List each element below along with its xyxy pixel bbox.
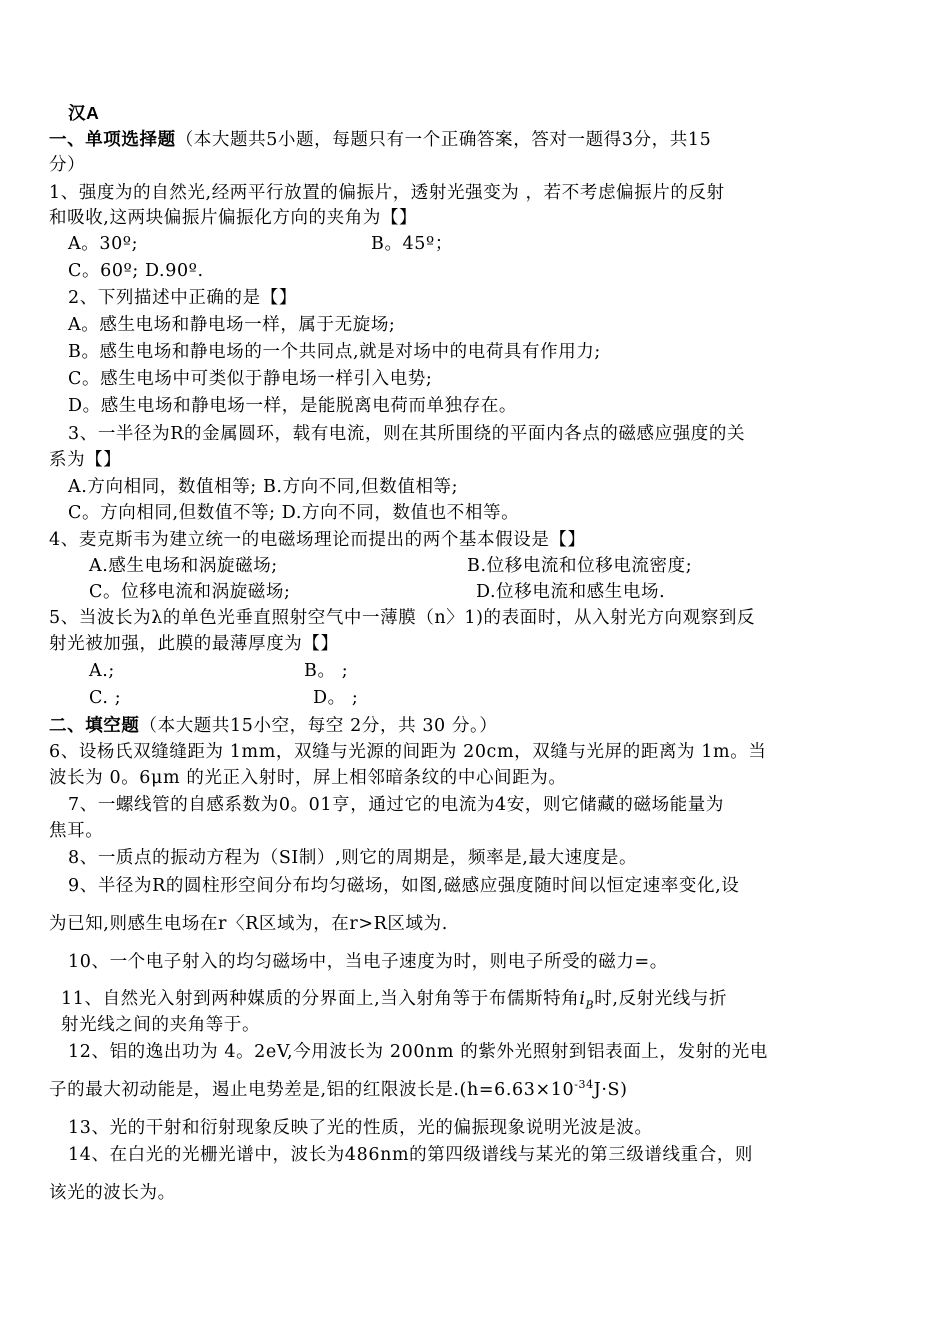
q8-line1: 8、一质点的振动方程为（SI制）,则它的周期是，频率是,最大速度是。 [68, 848, 638, 868]
q3-option-ab: A.方向相同，数值相等; B.方向不同,但数值相等; [68, 477, 459, 497]
planck-constant-unit: J·S) [593, 1080, 628, 1100]
brewster-angle-subscript: B [585, 998, 595, 1012]
section2-note: （本大题共15小空，每空 2分，共 30 分。） [139, 716, 498, 736]
q11-line2: 射光线之间的夹角等于。 [61, 1015, 261, 1035]
q12-line1: 12、铝的逸出功为 4。2eV,今用波长为 200nm 的紫外光照射到铝表面上，发射的光电 [68, 1042, 768, 1062]
q10-line1: 10、一个电子射入的均匀磁场中，当电子速度为时，则电子所受的磁力=。 [68, 952, 668, 972]
section1-note-cont: 分） [49, 155, 86, 175]
q6-line2: 波长为 0。6μm 的光正入射时，屏上相邻暗条纹的中心间距为。 [49, 768, 567, 788]
q5-option-a: A.; [89, 661, 115, 681]
q2-option-a: A。感生电场和静电场一样，属于无旋场; [68, 315, 396, 335]
q9-line2: 为已知,则感生电场在r〈R区域为，在r>R区域为. [49, 914, 448, 934]
q5-option-d: D。 ; [313, 688, 359, 708]
q12-text: 子的最大初动能是，遏止电势差是,铝的红限波长是. [49, 1080, 460, 1100]
q4-option-d: D.位移电流和感生电场. [476, 582, 666, 602]
q4-stem: 4、麦克斯韦为建立统一的电磁场理论而提出的两个基本假设是【】 [49, 530, 586, 550]
q12-line2 [49, 1078, 628, 1102]
q2-option-b: B。感生电场和静电场的一个共同点,就是对场中的电荷具有作用力; [68, 342, 601, 362]
section2-heading-line [49, 713, 498, 738]
q7-line2: 焦耳。 [49, 821, 104, 841]
q3-stem-line2: 系为【】 [49, 450, 122, 470]
q3-stem-line1: 3、一半径为R的金属圆环，载有电流，则在其所围绕的平面内各点的磁感应强度的关 [68, 424, 746, 444]
q11-line1 [61, 987, 727, 1011]
q5-stem-line1: 5、当波长为λ的单色光垂直照射空气中一薄膜（n〉1)的表面时，从入射光方向观察到反 [49, 608, 756, 628]
q9-line1: 9、半径为R的圆柱形空间分布均匀磁场，如图,磁感应强度随时间以恒定速率变化,设 [68, 876, 740, 896]
q1-option-b: B。45º； [371, 234, 453, 254]
q4-option-a: A.感生电场和涡旋磁场; [89, 556, 278, 576]
q11-text-pre: 11、自然光入射到两种媒质的分界面上,当入射角等于布儒斯特角 [61, 989, 580, 1009]
brewster-angle-symbol: i [579, 989, 586, 1009]
planck-constant-exponent: -34 [574, 1078, 594, 1092]
section1-heading-line [49, 127, 711, 152]
q3-option-cd: C。方向相同,但数值不等; D.方向不同，数值也不相等。 [68, 503, 520, 523]
q5-option-b: B。 ; [304, 661, 349, 681]
q14-line1: 14、在白光的光栅光谱中，波长为486nm的第四级谱线与某光的第三级谱线重合，则 [68, 1145, 754, 1165]
q5-stem-line2: 射光被加强，此膜的最薄厚度为【】 [49, 634, 339, 654]
q1-stem-line1: 1、强度为的自然光,经两平行放置的偏振片，透射光强变为 ，若不考虑偏振片的反射 [49, 183, 725, 203]
section1-note: （本大题共5小题，每题只有一个正确答案，答对一题得3分，共15 [175, 130, 712, 150]
q11-text-post: 时,反射光线与折 [594, 989, 728, 1009]
q1-option-cd: C。60º; D.90º. [68, 261, 204, 281]
q6-line1: 6、设杨氏双缝缝距为 1mm，双缝与光源的间距为 20cm，双缝与光屏的距离为 1m。当 [49, 742, 767, 762]
q2-option-d: D。感生电场和静电场一样，是能脱离电荷而单独存在。 [68, 396, 518, 416]
q1-option-a: A。30º; [68, 234, 139, 254]
q13-line1: 13、光的干射和衍射现象反映了光的性质，光的偏振现象说明光波是波。 [68, 1118, 653, 1138]
document-title: 汉A [68, 103, 100, 123]
q14-line2: 该光的波长为。 [49, 1183, 176, 1203]
q1-stem-line2: 和吸收,这两块偏振片偏振化方向的夹角为【】 [49, 208, 418, 228]
section1-heading: 一、单项选择题 [49, 129, 176, 149]
section2-heading: 二、填空题 [49, 715, 140, 735]
q5-option-c: C. ; [89, 688, 122, 708]
q2-stem: 2、下列描述中正确的是【】 [68, 288, 297, 308]
q2-option-c: C。感生电场中可类似于静电场一样引入电势; [68, 369, 433, 389]
q4-option-b: B.位移电流和位移电流密度; [467, 556, 693, 576]
q7-line1: 7、一螺线管的自感系数为0。01亨，通过它的电流为4安，则它储藏的磁场能量为 [68, 795, 724, 815]
planck-constant-pre: (h=6.63×10 [459, 1080, 575, 1100]
q4-option-c: C。位移电流和涡旋磁场; [89, 582, 291, 602]
